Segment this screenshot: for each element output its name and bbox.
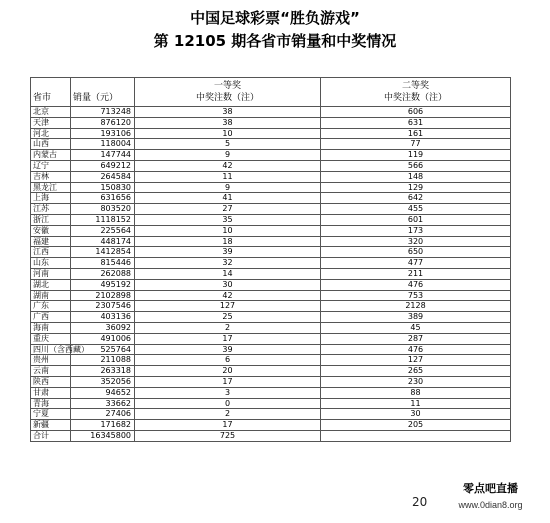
table-row — [31, 312, 511, 323]
table-row — [31, 344, 511, 355]
cell-province: 湖北 — [31, 279, 71, 290]
table-row — [31, 301, 511, 312]
table-row — [31, 333, 511, 344]
cell-first-prize: 39 — [135, 247, 321, 258]
cell-first-prize: 14 — [135, 268, 321, 279]
site-watermark — [433, 480, 548, 520]
cell-province: 河南 — [31, 268, 71, 279]
cell-first-prize: 42 — [135, 290, 321, 301]
cell-first-prize: 10 — [135, 225, 321, 236]
header-first-prize-title: 一等奖 — [213, 81, 241, 91]
cell-first-prize: 35 — [135, 214, 321, 225]
cell-sales: 147744 — [71, 150, 135, 161]
cell-first-prize: 39 — [135, 344, 321, 355]
cell-first-prize: 41 — [135, 193, 321, 204]
table-row — [31, 376, 511, 387]
cell-province: 吉林 — [31, 171, 71, 182]
header-second-prize-title: 二等奖 — [401, 81, 429, 91]
cell-sales: 262088 — [71, 268, 135, 279]
cell-sales: 225564 — [71, 225, 135, 236]
cell-first-prize: 2 — [135, 409, 321, 420]
table-row — [31, 268, 511, 279]
cell-first-prize: 27 — [135, 204, 321, 215]
cell-province: 江苏 — [31, 204, 71, 215]
cell-second-prize: 287 — [321, 333, 511, 344]
cell-sales: 16345800 — [71, 430, 135, 441]
cell-sales: 36092 — [71, 322, 135, 333]
document-title: 中国足球彩票“胜负游戏” — [190, 9, 360, 27]
cell-sales: 27406 — [71, 409, 135, 420]
cell-sales: 193106 — [71, 128, 135, 139]
cell-second-prize: 2128 — [321, 301, 511, 312]
table-row — [31, 409, 511, 420]
header-first-prize — [135, 78, 321, 107]
cell-province: 四川（含西藏） — [31, 344, 71, 355]
cell-first-prize: 9 — [135, 150, 321, 161]
cell-second-prize: 129 — [321, 182, 511, 193]
cell-second-prize: 476 — [321, 344, 511, 355]
cell-first-prize: 9 — [135, 182, 321, 193]
cell-second-prize: 455 — [321, 204, 511, 215]
cell-sales: 94652 — [71, 387, 135, 398]
cell-first-prize: 20 — [135, 366, 321, 377]
cell-province: 山东 — [31, 258, 71, 269]
cell-first-prize: 0 — [135, 398, 321, 409]
cell-first-prize: 127 — [135, 301, 321, 312]
table-body — [31, 107, 511, 442]
cell-province: 山西 — [31, 139, 71, 150]
document-subtitle: 第 12105 期各省市销量和中奖情况 — [153, 32, 397, 50]
cell-second-prize: 88 — [321, 387, 511, 398]
cell-first-prize: 10 — [135, 128, 321, 139]
cell-province: 浙江 — [31, 214, 71, 225]
cell-sales: 448174 — [71, 236, 135, 247]
cell-first-prize: 6 — [135, 355, 321, 366]
watermark-url: www.0dian8.org — [458, 500, 523, 510]
cell-province: 甘肃 — [31, 387, 71, 398]
cell-sales: 2307546 — [71, 301, 135, 312]
cell-second-prize: 389 — [321, 312, 511, 323]
cell-second-prize: 477 — [321, 258, 511, 269]
cell-sales: 211088 — [71, 355, 135, 366]
table-row — [31, 128, 511, 139]
table-row — [31, 355, 511, 366]
cell-first-prize: 30 — [135, 279, 321, 290]
cell-sales: 1118152 — [71, 214, 135, 225]
cell-sales: 150830 — [71, 182, 135, 193]
table-row — [31, 420, 511, 431]
cell-second-prize: 11 — [321, 398, 511, 409]
header-sales: 销量（元） — [71, 78, 135, 107]
cell-first-prize: 25 — [135, 312, 321, 323]
table-row — [31, 290, 511, 301]
cell-first-prize: 3 — [135, 387, 321, 398]
table-row — [31, 366, 511, 377]
cell-sales: 491006 — [71, 333, 135, 344]
cell-province: 福建 — [31, 236, 71, 247]
cell-province: 辽宁 — [31, 160, 71, 171]
table-row — [31, 247, 511, 258]
cell-second-prize — [321, 430, 511, 441]
cell-second-prize: 606 — [321, 107, 511, 118]
cell-province: 青海 — [31, 398, 71, 409]
cell-first-prize: 17 — [135, 376, 321, 387]
cell-first-prize: 17 — [135, 420, 321, 431]
cell-province: 天津 — [31, 117, 71, 128]
cell-sales: 631656 — [71, 193, 135, 204]
table-row — [31, 398, 511, 409]
cell-first-prize: 17 — [135, 333, 321, 344]
cell-sales: 33662 — [71, 398, 135, 409]
cell-province: 江西 — [31, 247, 71, 258]
cell-first-prize: 32 — [135, 258, 321, 269]
header-second-prize-unit: 中奖注数（注） — [383, 93, 447, 103]
cell-sales: 649212 — [71, 160, 135, 171]
cell-sales: 525764 — [71, 344, 135, 355]
cell-province: 河北 — [31, 128, 71, 139]
cell-first-prize: 42 — [135, 160, 321, 171]
header-first-prize-unit: 中奖注数（注） — [195, 93, 259, 103]
cell-first-prize: 725 — [135, 430, 321, 441]
cell-province: 新疆 — [31, 420, 71, 431]
table-row — [31, 387, 511, 398]
cell-sales: 171682 — [71, 420, 135, 431]
cell-sales: 352056 — [71, 376, 135, 387]
cell-second-prize: 211 — [321, 268, 511, 279]
cell-sales: 876120 — [71, 117, 135, 128]
table-row — [31, 171, 511, 182]
cell-sales: 263318 — [71, 366, 135, 377]
cell-second-prize: 601 — [321, 214, 511, 225]
cell-province: 广东 — [31, 301, 71, 312]
table-row — [31, 117, 511, 128]
watermark-name: 零点吧直播 — [463, 482, 518, 495]
cell-province: 内蒙古 — [31, 150, 71, 161]
cell-first-prize: 38 — [135, 117, 321, 128]
table-row — [31, 279, 511, 290]
cell-sales: 815446 — [71, 258, 135, 269]
cell-first-prize: 5 — [135, 139, 321, 150]
cell-second-prize: 476 — [321, 279, 511, 290]
cell-sales: 1412854 — [71, 247, 135, 258]
cell-second-prize: 205 — [321, 420, 511, 431]
cell-first-prize: 11 — [135, 171, 321, 182]
cell-province: 湖南 — [31, 290, 71, 301]
cell-second-prize: 265 — [321, 366, 511, 377]
cell-sales: 803520 — [71, 204, 135, 215]
cell-sales: 495192 — [71, 279, 135, 290]
cell-province: 重庆 — [31, 333, 71, 344]
date-fragment: 20 — [412, 495, 428, 509]
cell-sales: 403136 — [71, 312, 135, 323]
cell-second-prize: 230 — [321, 376, 511, 387]
cell-sales: 264584 — [71, 171, 135, 182]
cell-first-prize: 18 — [135, 236, 321, 247]
header-province: 省市 — [31, 78, 71, 107]
cell-sales: 713248 — [71, 107, 135, 118]
cell-province: 黑龙江 — [31, 182, 71, 193]
cell-province: 陕西 — [31, 376, 71, 387]
table-row — [31, 204, 511, 215]
table-row — [31, 225, 511, 236]
cell-province: 海南 — [31, 322, 71, 333]
cell-second-prize: 30 — [321, 409, 511, 420]
cell-province: 云南 — [31, 366, 71, 377]
cell-province: 贵州 — [31, 355, 71, 366]
cell-first-prize: 2 — [135, 322, 321, 333]
table-row — [31, 160, 511, 171]
cell-second-prize: 650 — [321, 247, 511, 258]
cell-province: 合计 — [31, 430, 71, 441]
sales-prize-table — [30, 77, 511, 442]
cell-second-prize: 320 — [321, 236, 511, 247]
cell-second-prize: 77 — [321, 139, 511, 150]
cell-sales: 2102898 — [71, 290, 135, 301]
cell-first-prize: 38 — [135, 107, 321, 118]
cell-second-prize: 566 — [321, 160, 511, 171]
header-second-prize — [321, 78, 511, 107]
cell-second-prize: 127 — [321, 355, 511, 366]
cell-second-prize: 161 — [321, 128, 511, 139]
table-row — [31, 236, 511, 247]
cell-province: 广西 — [31, 312, 71, 323]
cell-second-prize: 148 — [321, 171, 511, 182]
table-row — [31, 258, 511, 269]
table-row — [31, 150, 511, 161]
table-row — [31, 139, 511, 150]
cell-province: 安徽 — [31, 225, 71, 236]
cell-province: 上海 — [31, 193, 71, 204]
cell-province: 宁夏 — [31, 409, 71, 420]
cell-second-prize: 642 — [321, 193, 511, 204]
table-row — [31, 193, 511, 204]
cell-second-prize: 753 — [321, 290, 511, 301]
cell-second-prize: 45 — [321, 322, 511, 333]
table-row — [31, 107, 511, 118]
table-row — [31, 214, 511, 225]
table-row — [31, 182, 511, 193]
cell-second-prize: 119 — [321, 150, 511, 161]
table-header-row — [31, 78, 511, 107]
cell-second-prize: 631 — [321, 117, 511, 128]
table-row — [31, 322, 511, 333]
table-row — [31, 430, 511, 441]
cell-sales: 118004 — [71, 139, 135, 150]
cell-province: 北京 — [31, 107, 71, 118]
cell-second-prize: 173 — [321, 225, 511, 236]
